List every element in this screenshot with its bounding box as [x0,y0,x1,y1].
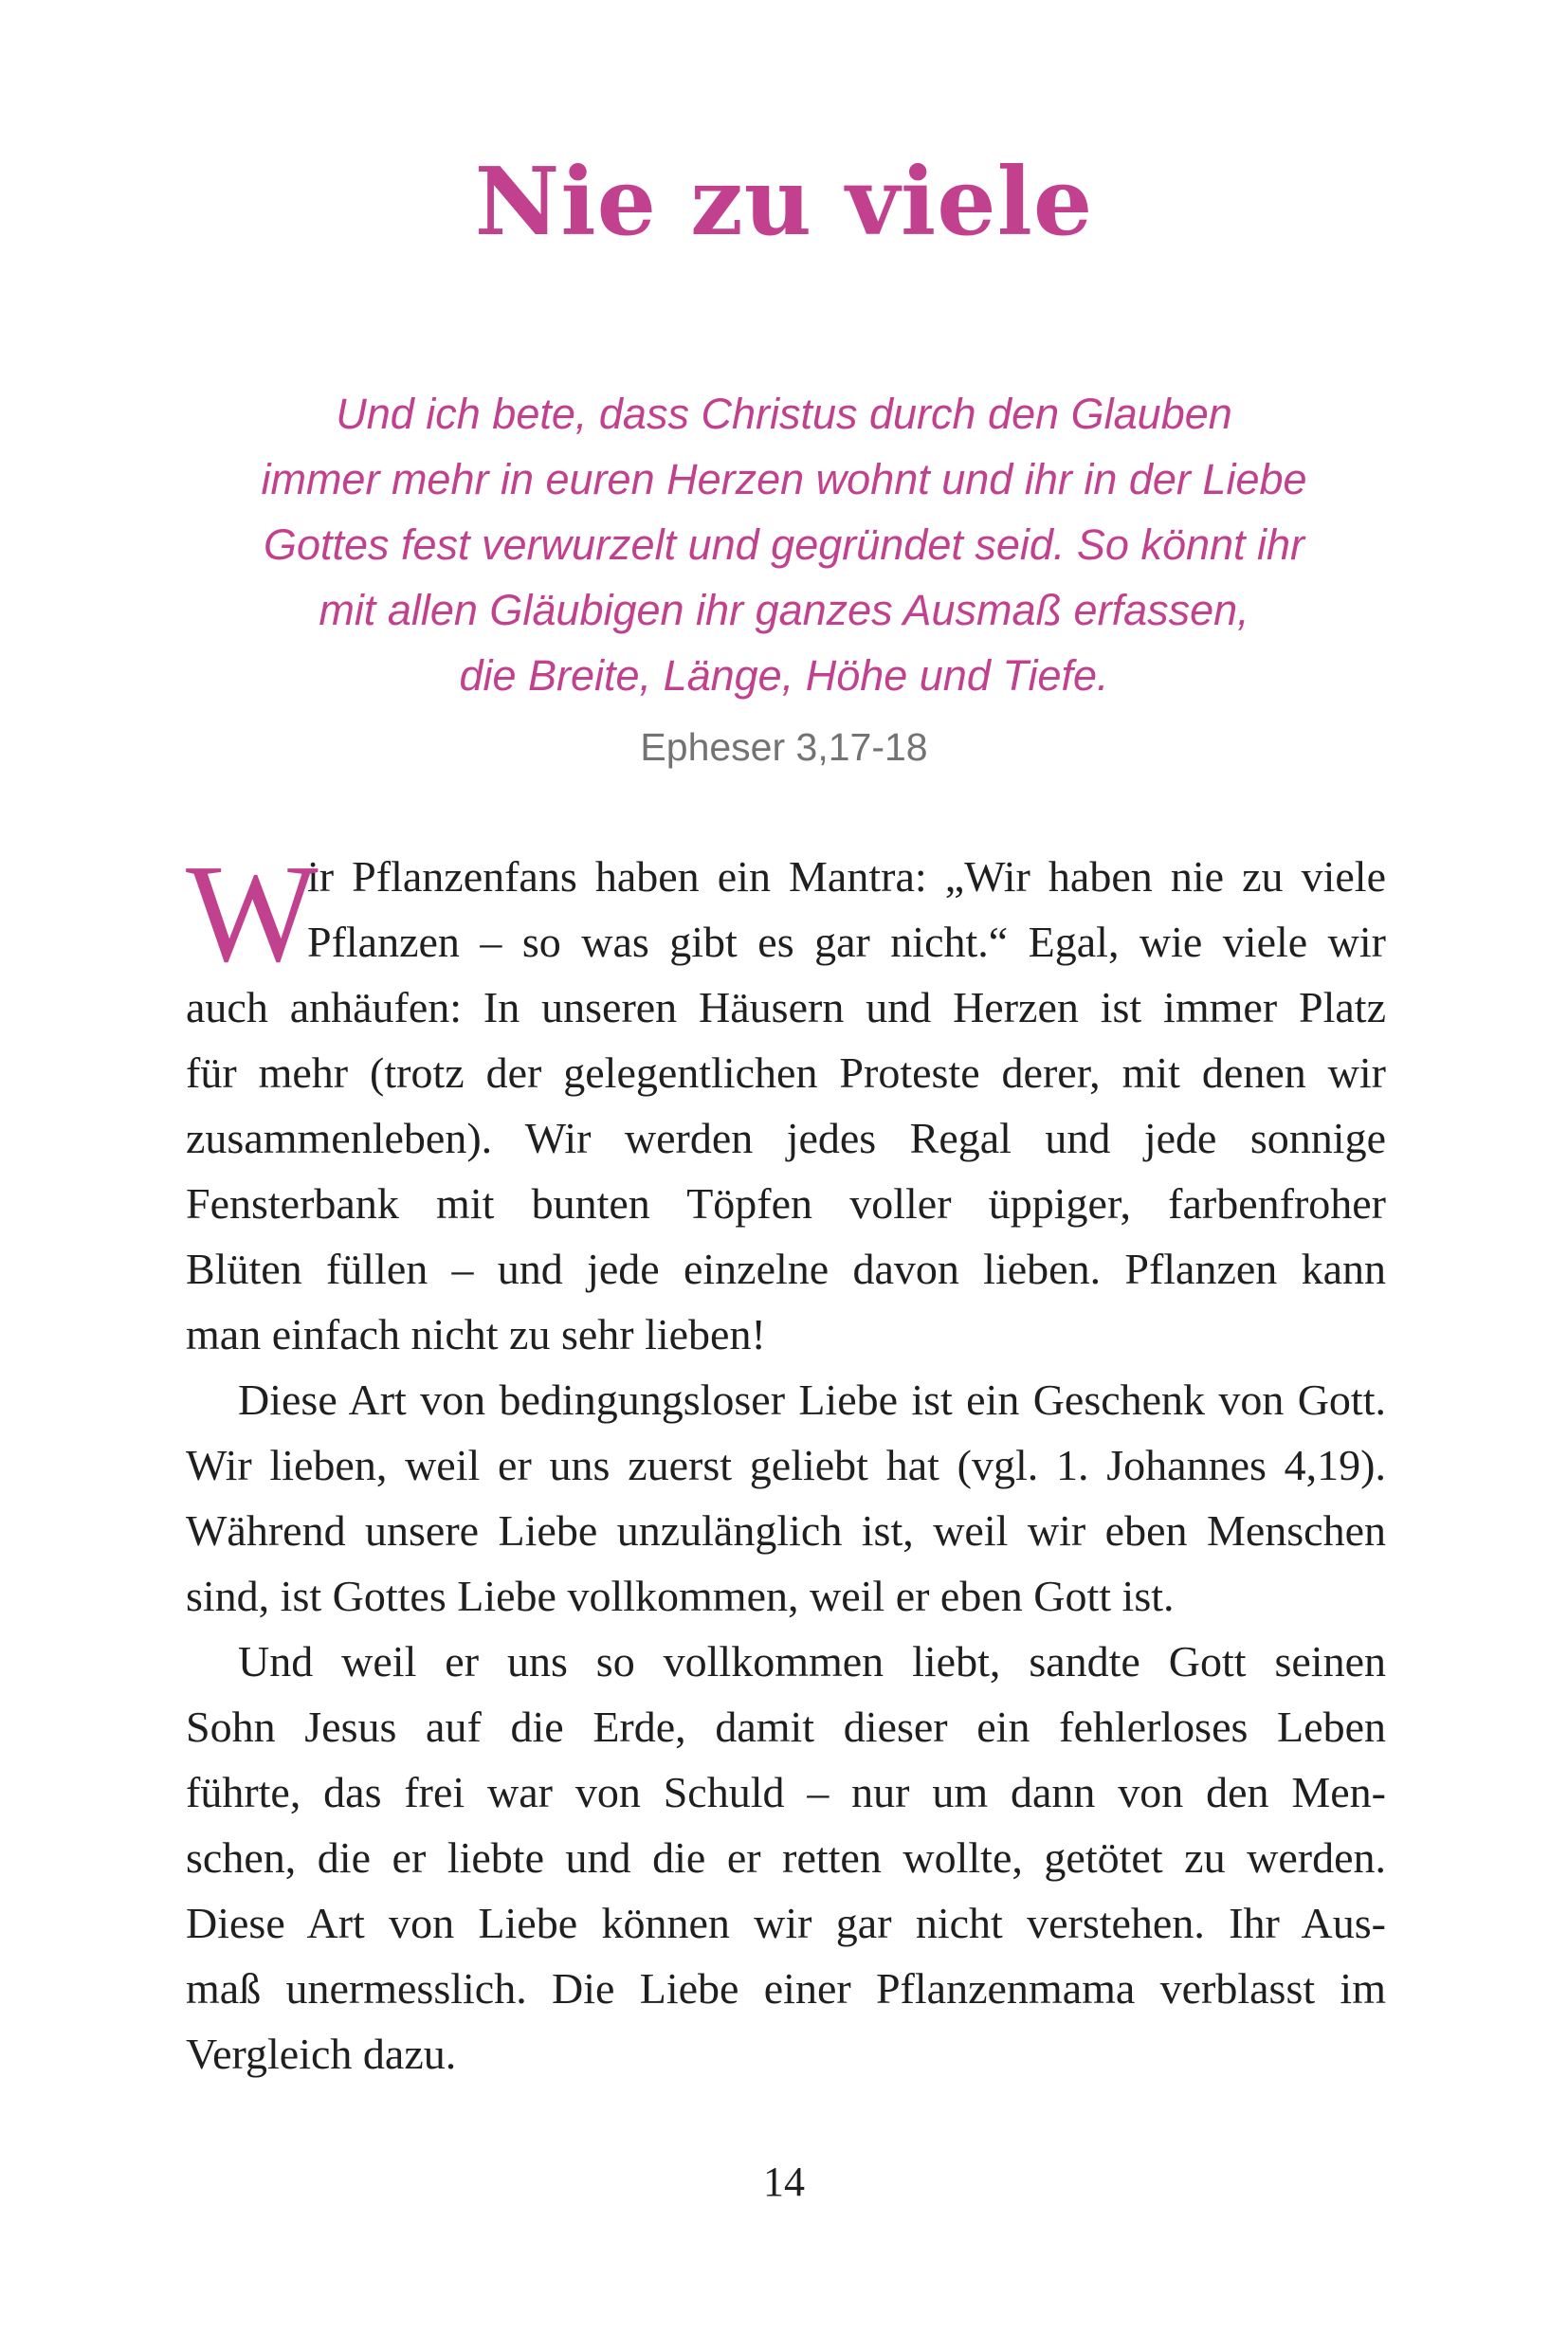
text-line: Wir lieben, weil er uns zuerst geliebt hat (vgl. 1. Johannes 4,19). [186,1441,1386,1489]
text-line: Fensterbank mit bunten Töpfen voller üppiger, farbenfroher [186,1179,1386,1228]
paragraph [186,1367,1386,1629]
drop-cap: W [186,836,319,992]
verse-line: die Breite, Länge, Höhe und Tiefe. [459,651,1109,700]
text-line: maß unermesslich. Die Liebe einer Pflanzenmama verblasst im [186,1964,1386,2013]
verse-line: Und ich bete, dass Christus durch den Glauben [336,390,1232,438]
paragraph [186,1629,1386,2087]
verse-line: immer mehr in euren Herzen wohnt und ihr in der Liebe [261,455,1307,503]
verse-reference: Epheser 3,17-18 [640,725,928,769]
text-line: Vergleich dazu. [186,2030,457,2078]
text-line: auch anhäufen: In unseren Häusern und Herzen ist immer Platz [186,983,1386,1031]
page-title: Nie zu viele [474,148,1094,257]
page-number: 14 [763,2159,805,2205]
text-line: Blüten füllen – und jede einzelne davon lieben. Pflanzen kann [186,1245,1386,1293]
body-text [186,836,1386,2087]
text-line: Diese Art von Liebe können wir gar nicht verstehen. Ihr Aus- [186,1899,1386,1947]
text-line: Pflanzen – so was gibt es gar nicht.“ Egal, wie viele wir [307,918,1386,966]
text-line: man einfach nicht zu sehr lieben! [186,1310,766,1358]
verse-line: Gottes fest verwurzelt und gegründet seid. So könnt ihr [263,520,1305,569]
text-line: führte, das frei war von Schuld – nur um dann von den Men- [186,1768,1386,1816]
text-line: Während unsere Liebe unzulänglich ist, weil wir eben Menschen [186,1506,1386,1555]
text-line: Und weil er uns so vollkommen liebt, sandte Gott seinen [238,1637,1386,1686]
text-line: sind, ist Gottes Liebe vollkommen, weil er eben Gott ist. [186,1572,1175,1620]
paragraph [186,836,1386,1367]
text-line: Diese Art von bedingungsloser Liebe ist ein Geschenk von Gott. [238,1376,1386,1424]
verse-line: mit allen Gläubigen ihr ganzes Ausmaß erfassen, [319,586,1249,634]
text-line: zusammenleben). Wir werden jedes Regal und jede sonnige [186,1114,1386,1162]
text-line: Sohn Jesus auf die Erde, damit dieser ein fehlerloses Leben [186,1703,1386,1751]
text-line: für mehr (trotz der gelegentlichen Proteste derer, mit denen wir [186,1048,1386,1097]
text-line: ir Pflanzenfans haben ein Mantra: „Wir haben nie zu viele [307,852,1386,901]
text-line: schen, die er liebte und die er retten wollte, getötet zu werden. [186,1833,1386,1882]
bible-verse [190,381,1378,708]
